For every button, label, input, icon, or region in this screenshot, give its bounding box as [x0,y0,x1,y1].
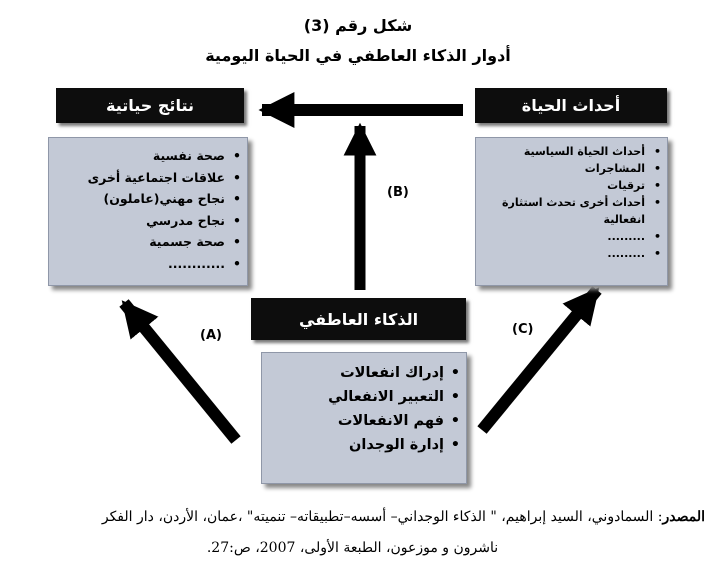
edge-label-b: (B) [387,185,409,200]
list-item: • أحداث الحياة السياسية [476,143,667,160]
arrow-a [124,303,236,440]
emotional-intelligence-box [261,352,467,484]
list-item: • التعبير الانفعالي [262,385,466,409]
edge-label-a: (A) [200,328,222,343]
list-item: • صحة جسمية [49,231,247,253]
emotional-intelligence-header: الذكاء العاطفي [251,298,466,340]
life-events-header: أحداث الحياة [475,88,667,123]
life-results-header: نتائج حياتية [56,88,244,123]
figure-number: شكل رقم (3) [303,16,413,35]
list-item: • المشاجرات [476,160,667,177]
source-label: المصدر [662,509,705,525]
list-item: • ......... [476,245,667,262]
source-line-1: : السمادوني، السيد إبراهيم، " الذكاء الوجداني– أسسه–تطبيقاته– تنميته" ،عمان، الأردن، دار الفكر [101,509,663,525]
list-item: • أحداث أخرى تحدث استثارة انفعالية [476,194,667,228]
list-item: • فهم الانفعالات [262,409,466,433]
source-citation [0,502,705,564]
list-item: • نجاح مهني(عاملون) [49,188,247,210]
list-item: • ترقيات [476,177,667,194]
figure-title: أدوار الذكاء العاطفي في الحياة اليومية [205,46,511,65]
edge-label-c: (C) [512,322,534,337]
list-item: • نجاح مدرسي [49,210,247,232]
list-item: • ......... [476,228,667,245]
list-item: • إدارة الوجدان [262,433,466,457]
list-item: • إدراك انفعالات [262,361,466,385]
list-item: • صحة نفسية [49,145,247,167]
list-item: • ............ [49,253,247,275]
life-events-box [475,137,668,286]
life-results-box [48,137,248,286]
source-line-2: ناشرون و موزعون، الطبعة الأولى، 2007، ص:27. [206,540,499,556]
arrow-c [482,290,597,430]
list-item: • علاقات اجتماعية أخرى [49,167,247,189]
